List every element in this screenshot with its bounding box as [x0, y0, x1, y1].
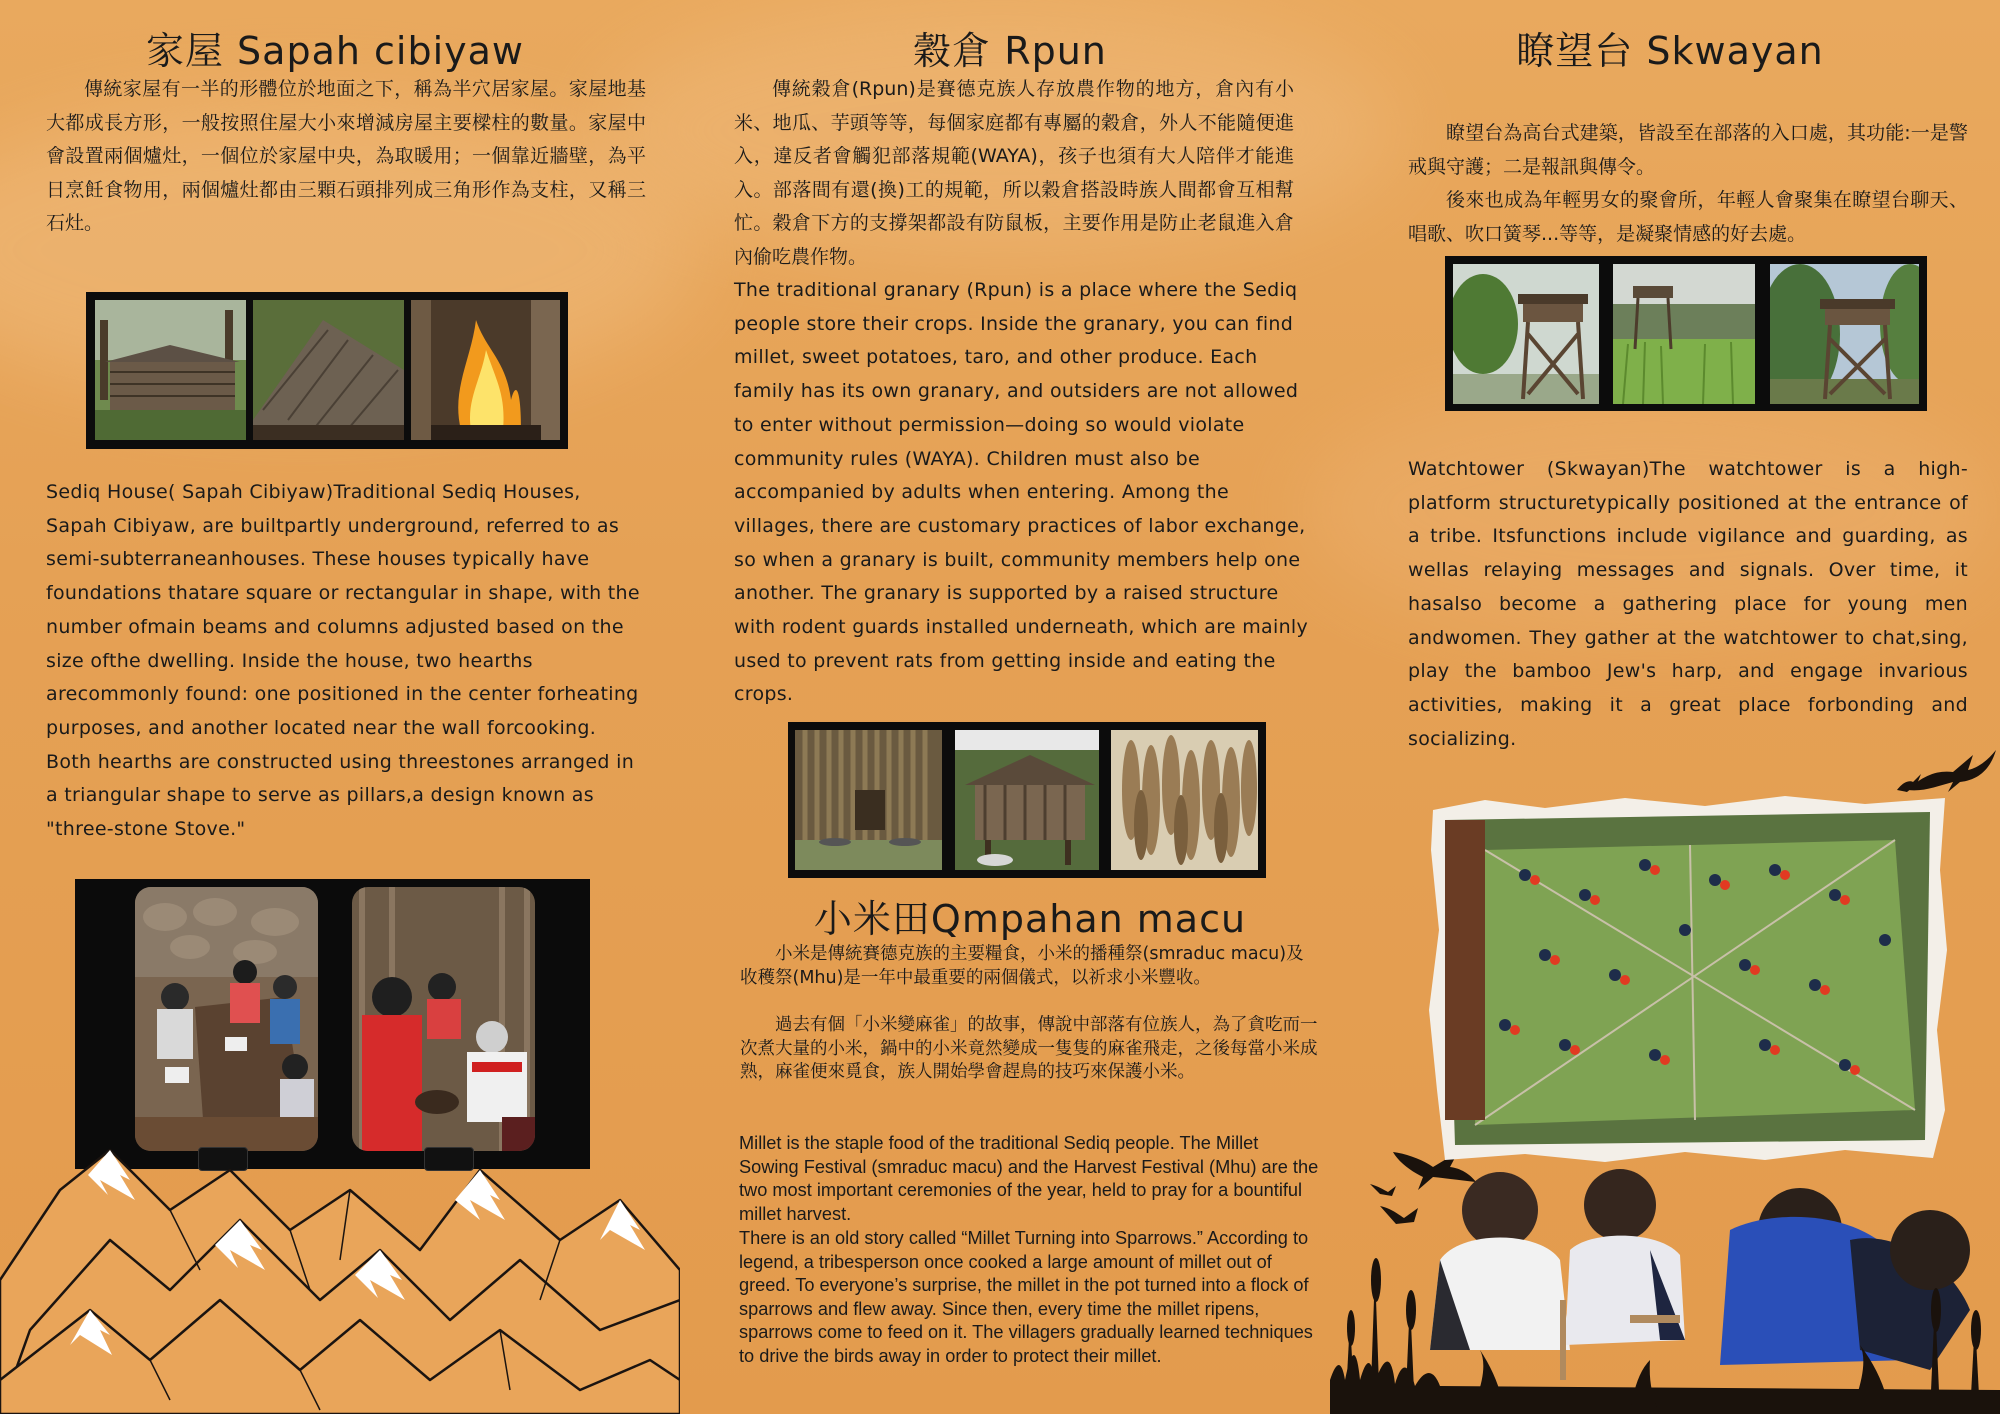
house-photo-strip: [86, 292, 568, 449]
granary-zh-text: 傳統穀倉(Rpun)是賽德克族人存放農作物的地方，倉內有小米、地瓜、芋頭等等，每個家庭都有專屬的穀倉，外人不能隨便進入，違反者會觸犯部落規範(WAYA)，孩子也須有大人陪伴才能進入。部落間有還(換)工的規範，所以穀倉搭設時族人間都會互相幫忙。穀倉下方的支撐架都設有防鼠板，主要作用是防止老鼠進入倉內偷吃農作物。: [734, 78, 1294, 268]
house-interior-photo-table: [135, 887, 318, 1151]
tower-zh-paragraph-2: 後來也成為年輕男女的聚會所，年輕人會聚集在瞭望台聊天、唱歌、吹口簧琴...等等，是凝聚情感的好去處。: [1408, 189, 1968, 245]
granary-photo-hut: [955, 730, 1099, 870]
millet-zh-paragraph-2: 過去有個「小米變麻雀」的故事，傳說中部落有位族人，為了貪吃而一次煮大量的小米，鍋中的小米竟然變成一隻隻的麻雀飛走，之後每當小米成熟，麻雀便來覓食，族人開始學會趕鳥的技巧來保護小米。: [740, 1015, 1318, 1082]
millet-en-paragraph-1: Millet is the staple food of the traditional Sediq people. The Millet Sowing Festival (smraduc macu) and the Harvest Festival (Mhu) are the two most important ceremonies of the year, held to pray for a bountiful millet harvest.: [739, 1133, 1319, 1224]
granary-photo-millet: [1111, 730, 1258, 870]
house-interior-panel: [75, 879, 590, 1169]
house-title: 家屋 Sapah cibiyaw: [145, 29, 525, 73]
millet-zh-paragraph-1: 小米是傳統賽德克族的主要糧食，小米的播種祭(smraduc macu)及收穫祭(Mhu)是一年中最重要的兩個儀式，以祈求小米豐收。: [740, 944, 1304, 988]
tower-photo-1: [1453, 264, 1599, 404]
millet-title: 小米田Qmpahan macu: [813, 897, 1247, 941]
tower-zh-paragraph-1: 瞭望台為高台式建築，皆設至在部落的入口處，其功能:一是警戒與守護；二是報訊與傳令。: [1408, 122, 1968, 178]
millet-field-photo: [1425, 790, 1950, 1165]
house-photo-roof: [253, 300, 404, 440]
tower-photo-3: [1770, 264, 1919, 404]
house-photo-fire: [411, 300, 560, 440]
granary-title: 穀倉 Rpun: [913, 29, 1107, 73]
house-interior-photo-hearth: [352, 887, 535, 1151]
granary-photo-strip: [788, 722, 1266, 878]
tower-title: 瞭望台 Skwayan: [1516, 29, 1824, 73]
tower-photo-strip: [1445, 256, 1927, 411]
granary-photo-bamboo-wall: [795, 730, 942, 870]
tower-photo-2: [1613, 264, 1755, 404]
house-zh-text: 傳統家屋有一半的形體位於地面之下，稱為半穴居家屋。家屋地基大都成長方形，一般按照住屋大小來增減房屋主要樑柱的數量。家屋中會設置兩個爐灶，一個位於家屋中央，為取暖用；一個靠近牆壁，為平日烹飪食物用，兩個爐灶都由三顆石頭排列成三角形作為支柱，又稱三石灶。: [46, 78, 646, 234]
tower-en-text: Watchtower (Skwayan)The watchtower is a high-platform structuretypically positioned at the entrance of a tribe. Itsfunctions include vigilance and guarding, as wellas relaying messages and signals. Over time, it hasalso become a gathering place for young men andwomen. They gather at the watchtower to chat,sing, play the bamboo Jew's harp, and engage invarious activities, making it a great place forbonding and socializing.: [1408, 458, 1968, 750]
children-planting-photo: [1330, 1150, 2000, 1414]
granary-en-text: The traditional granary (Rpun) is a place where the Sediq people store their crops. Inside the granary, you can find millet, sweet potatoes, taro, and other produce. Each family has its own granary, and outsiders are not allowed to enter without permission—doing so would violate community rules (WAYA). Children must also be accompanied by adults when entering. Among the villages, there are customary practices of labor exchange, so when a granary is built, community members help one another. The granary is supported by a raised structure with rodent guards installed underneath, which are mainly used to prevent rats from getting inside and eating the crops.: [734, 279, 1309, 706]
millet-en-paragraph-2: There is an old story called “Millet Turning into Sparrows.” According to legend, a tribesperson once cooked a large amount of millet out of greed. To everyone’s surprise, the millet in the pot turned into a flock of sparrows and flew away. Since then, every time the millet ripens, sparrows come to feed on it. The villagers gradually learned techniques to drive the birds away in order to protect their millet.: [739, 1228, 1313, 1366]
mountains-illustration: [0, 1130, 680, 1414]
house-photo-cabin: [95, 300, 246, 440]
house-en-text: Sediq House( Sapah Cibiyaw)Traditional Sediq Houses, Sapah Cibiyaw, are builtpartly underground, referred to as semi-subterraneanhouses. These houses typically have foundations thatare square or rectangular in shape, with the number ofmain beams and columns adjusted based on the size ofthe dwelling. Inside the house, two hearths arecommonly found: one positioned in the center forheating purposes, and another located near the wall forcooking. Both hearths are constructed using threestones arranged in a triangular shape to serve as pillars,a design known as "three-stone Stove.": [46, 481, 640, 841]
